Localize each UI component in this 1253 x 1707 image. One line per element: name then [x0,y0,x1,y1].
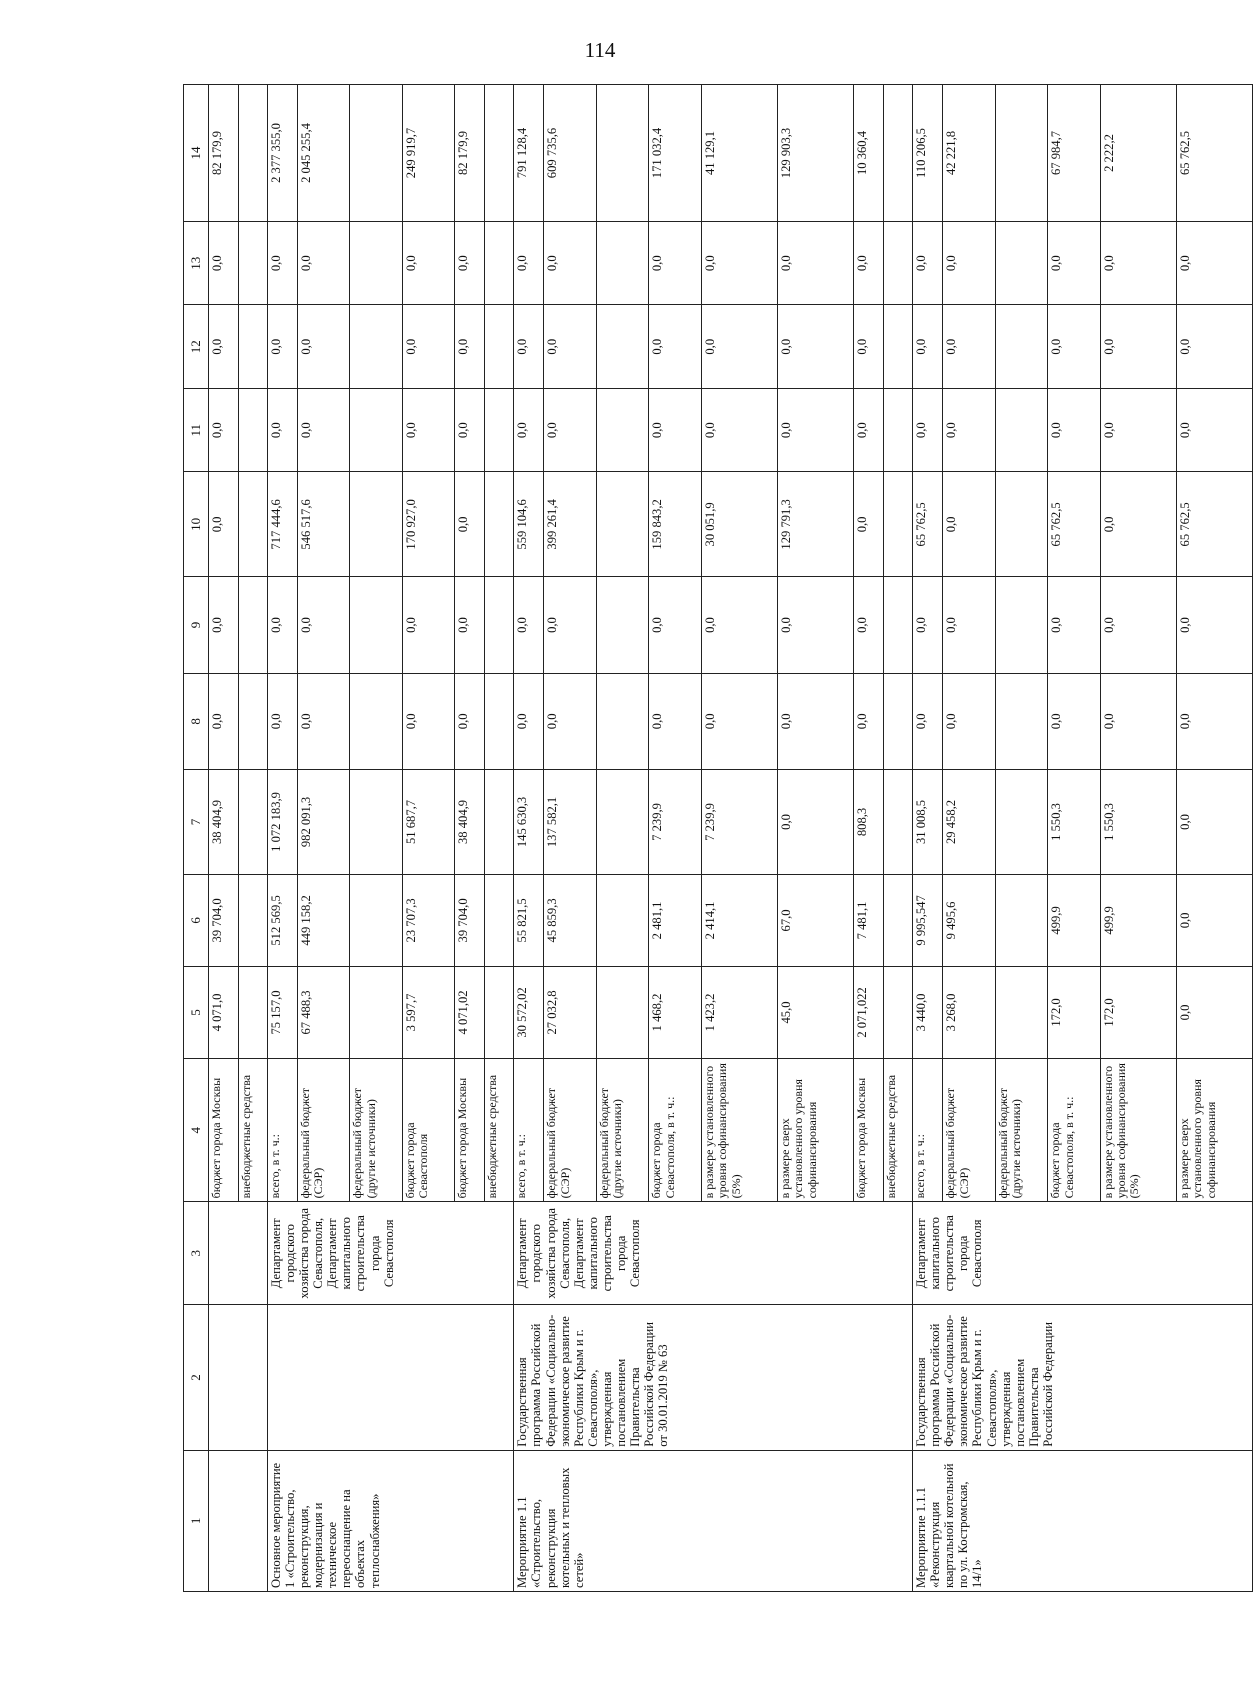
value-cell [239,874,268,966]
funding-source-cell: всего, в т. ч.: [913,1058,943,1201]
value-cell: 0,0 [514,673,544,769]
value-cell [884,577,913,673]
value-cell: 75 157,0 [267,966,297,1058]
table-body [184,85,1253,1592]
value-cell: 2 045 255,4 [297,85,350,222]
executor-cell: Департамент капитального строительства города Севастополя [913,1202,1253,1305]
value-cell: 399 261,4 [544,472,597,577]
activity-name-cell: Мероприятие 1.1 «Строительство, реконструкция котельных и тепловых сетей» [514,1450,913,1591]
value-cell: 0,0 [209,388,239,471]
value-cell: 0,0 [854,577,884,673]
value-cell [995,673,1048,769]
value-cell: 791 128,4 [514,85,544,222]
value-cell: 0,0 [1100,673,1176,769]
value-cell [884,85,913,222]
program-cell: Государственная программа Российской Федерации «Социально-экономическое развитие Республики Крым и г. Севастополя», утвержденная постановлением Правительства Российской Федерации от 30.01.2019 № 63 [514,1305,913,1451]
value-cell: 0,0 [943,577,996,673]
value-cell: 0,0 [402,305,455,388]
value-cell [884,966,913,1058]
value-cell [596,577,649,673]
value-cell [485,770,514,875]
value-cell: 499,9 [1100,874,1176,966]
value-cell: 42 221,8 [943,85,996,222]
value-cell: 0,0 [402,222,455,305]
value-cell: 0,0 [649,388,702,471]
value-cell [596,222,649,305]
value-cell: 10 360,4 [854,85,884,222]
funding-source-cell: внебюджетные средства [239,1058,268,1201]
value-cell: 3 268,0 [943,966,996,1058]
value-cell: 137 582,1 [544,770,597,875]
value-cell: 0,0 [1100,305,1176,388]
funding-source-cell: внебюджетные средства [884,1058,913,1201]
column-number: 1 [184,1450,209,1591]
value-cell [596,770,649,875]
value-cell [995,966,1048,1058]
value-cell: 82 179,9 [455,85,485,222]
value-cell [239,472,268,577]
value-cell [485,85,514,222]
value-cell [884,305,913,388]
column-number: 9 [184,577,209,673]
value-cell [995,85,1048,222]
value-cell: 0,0 [1048,305,1101,388]
value-cell: 0,0 [402,673,455,769]
table-row [913,85,943,1592]
value-cell: 45,0 [778,966,854,1058]
funding-source-cell: всего, в т. ч.: [267,1058,297,1201]
value-cell: 67 984,7 [1048,85,1101,222]
value-cell: 0,0 [455,388,485,471]
value-cell: 0,0 [297,305,350,388]
value-cell: 0,0 [701,305,777,388]
value-cell [350,577,403,673]
value-cell: 2 414,1 [701,874,777,966]
funding-source-cell: в размере сверх установленного уровня софинансирования [778,1058,854,1201]
value-cell: 0,0 [701,577,777,673]
value-cell: 0,0 [1176,222,1252,305]
value-cell: 0,0 [544,577,597,673]
value-cell: 2 377 355,0 [267,85,297,222]
value-cell: 0,0 [778,305,854,388]
value-cell [485,388,514,471]
value-cell: 1 550,3 [1100,770,1176,875]
value-cell: 808,3 [854,770,884,875]
table-row [514,85,544,1592]
value-cell: 0,0 [209,305,239,388]
column-number: 2 [184,1305,209,1451]
value-cell: 0,0 [267,673,297,769]
value-cell [485,874,514,966]
value-cell: 45 859,3 [544,874,597,966]
column-number: 12 [184,305,209,388]
column-number: 10 [184,472,209,577]
value-cell: 717 444,6 [267,472,297,577]
table-row [267,85,297,1592]
value-cell: 7 481,1 [854,874,884,966]
value-cell: 4 071,02 [455,966,485,1058]
funding-source-cell: федеральный бюджет (СЭР) [943,1058,996,1201]
value-cell [995,577,1048,673]
value-cell [485,673,514,769]
column-number: 5 [184,966,209,1058]
activity-name-cell: Основное мероприятие 1 «Строительство, реконструкция, модернизация и техническое переоснащение на объектах теплоснабжения» [267,1450,513,1591]
column-number: 11 [184,388,209,471]
value-cell [239,770,268,875]
value-cell [884,222,913,305]
value-cell: 0,0 [778,388,854,471]
value-cell: 0,0 [402,577,455,673]
value-cell [995,222,1048,305]
value-cell: 0,0 [701,673,777,769]
value-cell: 0,0 [854,388,884,471]
value-cell [239,85,268,222]
value-cell [596,305,649,388]
value-cell: 3 597,7 [402,966,455,1058]
funding-source-cell: федеральный бюджет (другие источники) [350,1058,403,1201]
column-number: 13 [184,222,209,305]
value-cell: 51 687,7 [402,770,455,875]
funding-source-cell: бюджет города Москвы [854,1058,884,1201]
value-cell: 512 569,5 [267,874,297,966]
value-cell: 0,0 [544,673,597,769]
value-cell: 0,0 [943,222,996,305]
value-cell: 0,0 [544,222,597,305]
value-cell: 0,0 [297,388,350,471]
value-cell [884,673,913,769]
value-cell: 23 707,3 [402,874,455,966]
value-cell: 0,0 [1048,577,1101,673]
page-number: 114 [584,38,616,62]
value-cell: 27 032,8 [544,966,597,1058]
value-cell: 0,0 [778,577,854,673]
value-cell: 1 423,2 [701,966,777,1058]
value-cell: 2 481,1 [649,874,702,966]
rotated-table-container [183,84,1253,1592]
value-cell [485,305,514,388]
funding-source-cell: бюджет города Москвы [209,1058,239,1201]
funding-source-cell: бюджет города Москвы [455,1058,485,1201]
value-cell: 0,0 [649,673,702,769]
value-cell: 159 843,2 [649,472,702,577]
value-cell [995,770,1048,875]
value-cell: 0,0 [514,222,544,305]
value-cell [884,874,913,966]
value-cell: 0,0 [402,388,455,471]
value-cell: 0,0 [913,388,943,471]
value-cell [884,388,913,471]
value-cell [350,305,403,388]
value-cell: 129 791,3 [778,472,854,577]
value-cell [485,222,514,305]
value-cell: 7 239,9 [649,770,702,875]
value-cell: 0,0 [1048,388,1101,471]
funding-source-cell: бюджет города Севастополя, в т. ч.: [649,1058,702,1201]
value-cell [596,388,649,471]
value-cell: 0,0 [455,577,485,673]
value-cell: 172,0 [1048,966,1101,1058]
value-cell: 0,0 [1100,472,1176,577]
column-number: 3 [184,1202,209,1305]
value-cell: 65 762,5 [913,472,943,577]
column-number: 6 [184,874,209,966]
value-cell [350,388,403,471]
executor-cell: Департамент городского хозяйства города Севастополя, Департамент капитального строительства города Севастополя [514,1202,913,1305]
value-cell: 0,0 [854,472,884,577]
value-cell: 0,0 [1176,305,1252,388]
value-cell: 0,0 [649,577,702,673]
value-cell: 0,0 [1176,874,1252,966]
value-cell: 0,0 [1176,388,1252,471]
value-cell: 1 468,2 [649,966,702,1058]
value-cell: 0,0 [209,577,239,673]
column-number: 4 [184,1058,209,1201]
value-cell: 0,0 [1176,966,1252,1058]
value-cell: 145 630,3 [514,770,544,875]
value-cell: 546 517,6 [297,472,350,577]
value-cell: 31 008,5 [913,770,943,875]
value-cell: 0,0 [943,673,996,769]
value-cell [239,388,268,471]
table-row [209,85,239,1592]
value-cell [350,770,403,875]
value-cell: 0,0 [297,222,350,305]
value-cell: 0,0 [778,673,854,769]
value-cell: 0,0 [943,472,996,577]
value-cell [239,966,268,1058]
value-cell: 0,0 [209,472,239,577]
value-cell: 0,0 [267,222,297,305]
value-cell: 0,0 [209,673,239,769]
funding-source-cell: бюджет города Севастополя [402,1058,455,1201]
value-cell: 65 762,5 [1048,472,1101,577]
value-cell: 0,0 [544,305,597,388]
value-cell: 0,0 [1176,673,1252,769]
value-cell: 0,0 [943,388,996,471]
empty-cell [209,1202,268,1305]
column-number: 8 [184,673,209,769]
value-cell: 41 129,1 [701,85,777,222]
value-cell [596,85,649,222]
value-cell: 0,0 [455,305,485,388]
value-cell: 0,0 [1100,577,1176,673]
value-cell: 0,0 [297,577,350,673]
value-cell [596,874,649,966]
funding-source-cell: федеральный бюджет (другие источники) [995,1058,1048,1201]
value-cell [350,966,403,1058]
funding-source-cell: федеральный бюджет (СЭР) [297,1058,350,1201]
value-cell: 0,0 [913,577,943,673]
value-cell: 129 903,3 [778,85,854,222]
value-cell [350,85,403,222]
value-cell: 0,0 [701,222,777,305]
value-cell: 0,0 [943,305,996,388]
column-number: 14 [184,85,209,222]
value-cell: 29 458,2 [943,770,996,875]
funding-source-cell: федеральный бюджет (СЭР) [544,1058,597,1201]
funding-source-cell: бюджет города Севастополя, в т. ч.: [1048,1058,1101,1201]
value-cell: 2 071,022 [854,966,884,1058]
funding-source-cell: федеральный бюджет (другие источники) [596,1058,649,1201]
column-number-row [184,85,209,1592]
value-cell: 2 222,2 [1100,85,1176,222]
activity-name-cell: Мероприятие 1.1.1 «Реконструкция квартальной котельной по ул. Костромская, 14/1» [913,1450,1253,1591]
value-cell [884,472,913,577]
value-cell: 4 071,0 [209,966,239,1058]
value-cell: 499,9 [1048,874,1101,966]
value-cell: 0,0 [1100,388,1176,471]
value-cell: 0,0 [514,577,544,673]
value-cell: 0,0 [514,388,544,471]
value-cell: 39 704,0 [209,874,239,966]
value-cell: 3 440,0 [913,966,943,1058]
value-cell: 0,0 [297,673,350,769]
value-cell: 0,0 [778,222,854,305]
value-cell: 0,0 [544,388,597,471]
value-cell: 0,0 [854,305,884,388]
value-cell [350,874,403,966]
value-cell: 0,0 [1176,770,1252,875]
value-cell: 0,0 [267,577,297,673]
value-cell [995,388,1048,471]
program-cell: Государственная программа Российской Федерации «Социально-экономическое развитие Республики Крым и г. Севастополя», утвержденная постановлением Правительства Российской Федерации [913,1305,1253,1451]
value-cell: 0,0 [649,222,702,305]
value-cell [350,673,403,769]
funding-source-cell: внебюджетные средства [485,1058,514,1201]
value-cell [884,770,913,875]
empty-cell [209,1305,268,1451]
value-cell: 67 488,3 [297,966,350,1058]
value-cell: 0,0 [1100,222,1176,305]
value-cell: 7 239,9 [701,770,777,875]
value-cell: 9 995,547 [913,874,943,966]
value-cell [239,577,268,673]
value-cell [596,966,649,1058]
empty-cell [209,1450,268,1591]
executor-cell: Департамент городского хозяйства города Севастополя, Департамент капитального строительства города Севастополя [267,1202,513,1305]
value-cell: 171 032,4 [649,85,702,222]
value-cell: 0,0 [514,305,544,388]
value-cell [995,874,1048,966]
value-cell: 982 091,3 [297,770,350,875]
value-cell [995,305,1048,388]
value-cell: 0,0 [1048,222,1101,305]
funding-source-cell: в размере установленного уровня софинансирования (5%) [701,1058,777,1201]
value-cell: 1 072 183,9 [267,770,297,875]
value-cell: 82 179,9 [209,85,239,222]
value-cell: 1 550,3 [1048,770,1101,875]
value-cell: 0,0 [1048,673,1101,769]
value-cell [995,472,1048,577]
value-cell: 0,0 [913,305,943,388]
value-cell: 0,0 [209,222,239,305]
value-cell: 249 919,7 [402,85,455,222]
value-cell: 39 704,0 [455,874,485,966]
value-cell [485,472,514,577]
funding-source-cell: в размере сверх установленного уровня софинансирования [1176,1058,1252,1201]
value-cell: 559 104,6 [514,472,544,577]
value-cell [239,305,268,388]
value-cell: 170 927,0 [402,472,455,577]
value-cell: 0,0 [913,222,943,305]
value-cell [239,222,268,305]
program-cell [267,1305,513,1451]
value-cell: 0,0 [455,222,485,305]
value-cell: 0,0 [701,388,777,471]
value-cell [350,222,403,305]
value-cell: 9 495,6 [943,874,996,966]
value-cell: 0,0 [267,388,297,471]
value-cell: 38 404,9 [209,770,239,875]
value-cell: 110 206,5 [913,85,943,222]
value-cell [485,966,514,1058]
column-number: 7 [184,770,209,875]
value-cell: 172,0 [1100,966,1176,1058]
value-cell: 0,0 [267,305,297,388]
value-cell: 0,0 [649,305,702,388]
value-cell: 67,0 [778,874,854,966]
budget-table [183,84,1253,1592]
value-cell: 0,0 [455,673,485,769]
value-cell: 55 821,5 [514,874,544,966]
funding-source-cell: всего, в т. ч.: [514,1058,544,1201]
value-cell: 38 404,9 [455,770,485,875]
value-cell: 449 158,2 [297,874,350,966]
value-cell: 0,0 [854,222,884,305]
value-cell: 0,0 [455,472,485,577]
value-cell [239,673,268,769]
value-cell: 609 735,6 [544,85,597,222]
value-cell: 30 051,9 [701,472,777,577]
value-cell [350,472,403,577]
value-cell: 0,0 [913,673,943,769]
value-cell [596,472,649,577]
value-cell [596,673,649,769]
value-cell: 65 762,5 [1176,472,1252,577]
funding-source-cell: в размере установленного уровня софинансирования (5%) [1100,1058,1176,1201]
value-cell: 0,0 [854,673,884,769]
value-cell: 0,0 [1176,577,1252,673]
value-cell: 30 572,02 [514,966,544,1058]
value-cell [485,577,514,673]
value-cell: 65 762,5 [1176,85,1252,222]
value-cell: 0,0 [778,770,854,875]
